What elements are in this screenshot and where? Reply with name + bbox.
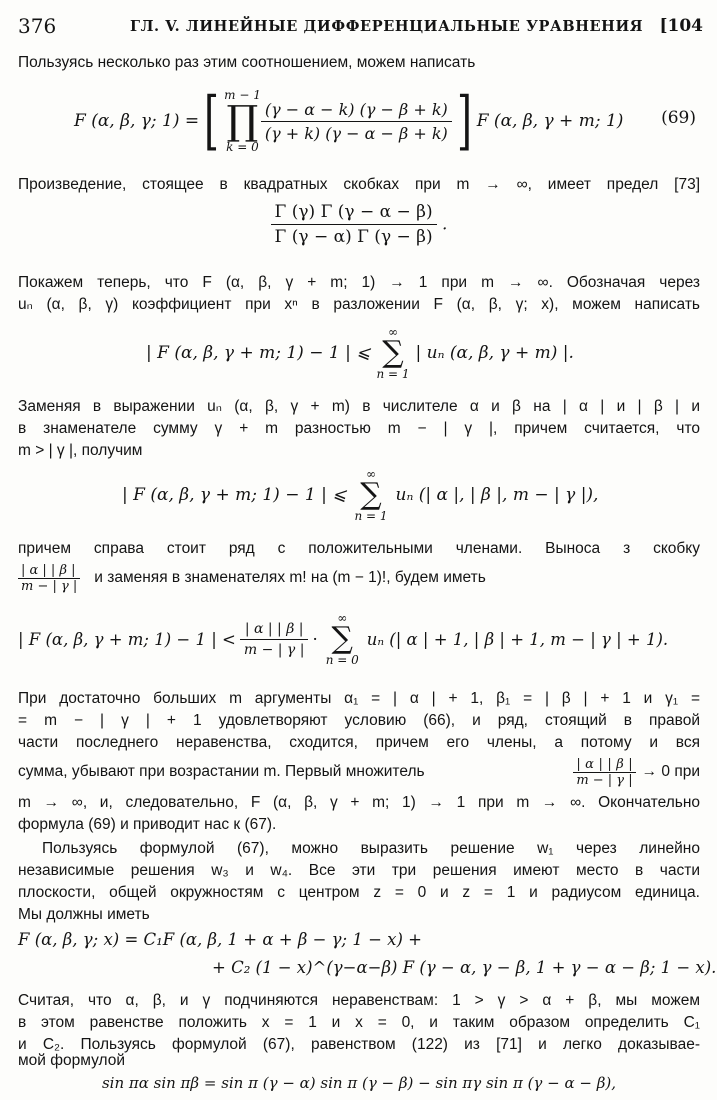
paragraph-express-line1: Пользуясь формулой (67), можно выразить решение w₁ через линейно xyxy=(42,840,700,857)
paragraph-express-line4: Мы должны иметь xyxy=(18,906,150,923)
paragraph-express-line3: плоскости, общей окружностям с центром z = 0 и z = 1 и радиусом единица. xyxy=(18,884,700,901)
ineq1-lhs: | F (α, β, γ + m; 1) − 1 | ⩽ xyxy=(146,343,371,363)
sum-lower: n = 1 xyxy=(354,509,388,523)
ineq2-lhs: | F (α, β, γ + m; 1) − 1 | ⩽ xyxy=(122,485,347,505)
inequality-3 xyxy=(18,606,700,672)
right-bracket: ] xyxy=(456,84,472,158)
inequality-1 xyxy=(18,324,700,382)
section-number: [104 xyxy=(659,16,703,36)
equation-expansion-line1: F (α, β, γ; x) = C₁F (α, β, 1 + α + β − γ; 1 − x) + xyxy=(18,930,422,949)
eq69-rhs: F (α, β, γ + m; 1) xyxy=(476,111,624,131)
paragraph-express-line2: независимые решения w₃ и w₄. Все эти три решения имеют место в части xyxy=(18,862,700,879)
ineq3-lhs: | F (α, β, γ + m; 1) − 1 | < xyxy=(18,629,236,649)
series-line2-text: и заменяя в знаменателях m! на (m − 1)!, будем иметь xyxy=(94,569,486,586)
paragraph-limit: Произведение, стоящее в квадратных скобках при m → ∞, имеет предел [73] xyxy=(18,176,700,193)
ineq3-frac-den: m − | γ | xyxy=(243,641,305,658)
inequality-2 xyxy=(18,466,700,524)
paragraph-replace-line1: Заменяя в выражении uₙ (α, β, γ + m) в числителе α и β на | α | и | β | и xyxy=(18,398,700,415)
running-header xyxy=(18,14,703,40)
gamma-fraction xyxy=(271,202,437,247)
ineq1-rhs: | uₙ (α, β, γ + m) |. xyxy=(415,343,574,363)
sum-upper: ∞ xyxy=(337,611,348,625)
product-upper-limit: m − 1 xyxy=(224,88,261,102)
chapter-title: ГЛ. V. ЛИНЕЙНЫЕ ДИФФЕРЕНЦИАЛЬНЫЕ УРАВНЕНИЯ xyxy=(130,18,644,35)
sum-upper: ∞ xyxy=(387,325,398,339)
sum-lower: n = 0 xyxy=(325,653,359,667)
ineq2-rhs: uₙ (| α |, | β |, m − | γ |), xyxy=(395,485,599,505)
eq69-lhs: F (α, β, γ; 1) = xyxy=(74,111,200,131)
args-line4-tail: → 0 при xyxy=(641,763,700,780)
page-number: 376 xyxy=(18,14,57,38)
paragraph-series-line1: причем справа стоит ряд с положительными членами. Выноса з скобку xyxy=(18,540,700,557)
args-line4-text: сумма, убывают при возрастании m. Первый множитель xyxy=(18,763,425,780)
ineq3-rhs: uₙ (| α | + 1, | β | + 1, m − | γ | + 1). xyxy=(366,629,669,649)
paragraph-args-line5: m → ∞, и, следовательно, F (α, β, γ + m; 1) → 1 при m → ∞. Окончательно xyxy=(18,794,700,811)
paragraph-args-line6: формула (69) и приводит нас к (67). xyxy=(18,816,277,833)
paragraph-intro: Пользуясь несколько раз этим соотношением, можем написать xyxy=(18,54,476,71)
equation-69 xyxy=(18,80,700,162)
paragraph-replace-line2: в знаменателе сумму γ + m разностью m − | γ |, причем считается, что xyxy=(18,420,700,437)
product-lower-limit: k = 0 xyxy=(226,140,259,154)
equation-sine-identity: sin πα sin πβ = sin π (γ − α) sin π (γ − β) − sin πγ sin π (γ − α − β), xyxy=(101,1074,617,1092)
paragraph-assume-line2: в этом равенстве положить x = 1 и x = 0, и таким образом определить C₁ xyxy=(18,1014,700,1031)
paragraph-args-line2: = m − | γ | + 1 удовлетворяют условию (66), и ряд, стоящий в правой xyxy=(18,712,700,729)
inline-fraction-alpha-beta xyxy=(18,563,80,594)
sum-operator: ∞ ∑ n = 1 xyxy=(376,325,410,381)
ineq3-frac-num: | α | | β | xyxy=(240,621,309,640)
paragraph-assume-line1: Считая, что α, β, и γ подчиняются неравенствам: 1 > γ > α + β, мы можем xyxy=(18,992,700,1009)
inline-frac-num: | α | | β | xyxy=(18,563,80,579)
inline-frac-num: | α | | β | xyxy=(573,757,635,773)
paragraph-args-line4 xyxy=(18,752,700,792)
eq69-fraction xyxy=(261,100,452,143)
paragraph-assume-line3: и C₂. Пользуясь формулой (67), равенством (122) из [71] и легко доказывае- xyxy=(18,1036,700,1053)
multiplication-dot: · xyxy=(312,629,318,649)
equation-expansion-line2: + C₂ (1 − x)^(γ−α−β) F (γ − α, γ − β, 1 + γ − α − β; 1 − x). xyxy=(212,958,717,977)
left-bracket: [ xyxy=(204,84,220,158)
equation-label-69: (69) xyxy=(661,108,696,128)
product-operator: m − 1 ∏ k = 0 xyxy=(224,88,261,154)
sum-upper: ∞ xyxy=(365,467,376,481)
gamma-denominator: Γ (γ − α) Γ (γ − β) xyxy=(274,227,433,247)
inline-fraction-first-factor xyxy=(573,757,635,788)
paragraph-show-line1: Покажем теперь, что F (α, β, γ + m; 1) → 1 при m → ∞. Обозначая через xyxy=(18,274,700,291)
paragraph-args-line1: При достаточно больших m аргументы α₁ = | α | + 1, β₁ = | β | + 1 и γ₁ = xyxy=(18,690,700,707)
paragraph-args-line3: части последнего неравенства, сходится, причем его члены, а потому и вся xyxy=(18,734,700,751)
sum-operator: ∞ ∑ n = 0 xyxy=(325,611,359,667)
sum-operator: ∞ ∑ n = 1 xyxy=(354,467,388,523)
inline-frac-den: m − | γ | xyxy=(21,578,78,594)
paragraph-replace-line3: m > | γ |, получим xyxy=(18,442,143,459)
paragraph-assume-line4: мой формулой xyxy=(18,1052,125,1069)
eq69-denominator: (γ + k) (γ − α − β + k) xyxy=(264,123,448,143)
equation-gamma-limit: $\frac{\Gamma (\gamma) \Gamma (\gamma - \alpha - \beta)}{\Gamma (\gamma - \alpha) \Gamma (\gamma - \beta)}$ . xyxy=(18,202,700,256)
paragraph-show-line2: uₙ (α, β, γ) коэффициент при xⁿ в разложении F (α, β, γ; x), можем написать xyxy=(18,296,700,313)
inline-frac-den: m − | γ | xyxy=(576,772,633,788)
sum-lower: n = 1 xyxy=(376,367,410,381)
ineq3-fraction xyxy=(240,621,309,658)
gamma-numerator: Γ (γ) Γ (γ − α − β) xyxy=(271,202,437,225)
paragraph-series-line2 xyxy=(18,558,700,598)
eq69-numerator: (γ − α − k) (γ − β + k) xyxy=(261,100,452,122)
